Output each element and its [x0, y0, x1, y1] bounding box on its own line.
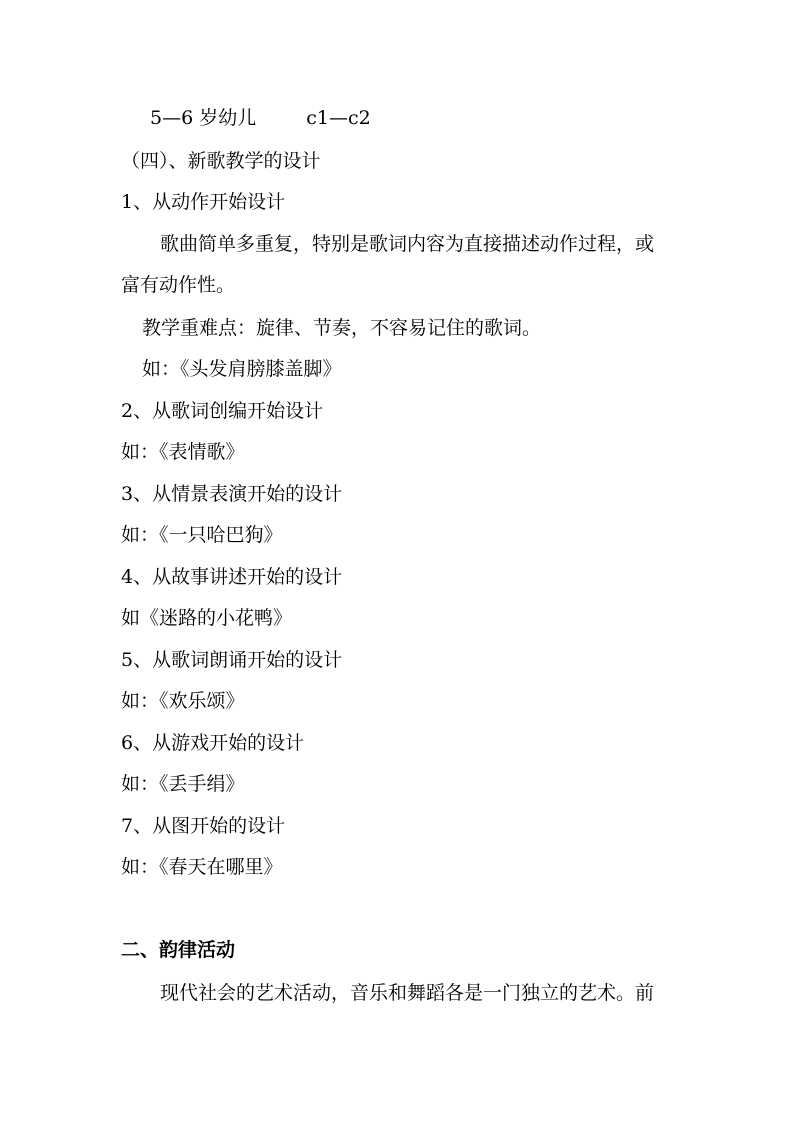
- item-1-title: 1、从动作开始设计: [121, 191, 286, 213]
- item-4-title: 4、从故事讲述开始的设计: [121, 566, 343, 588]
- item-1-paragraph-line2: 富有动作性。: [121, 274, 236, 296]
- item-1-difficulty: 教学重难点：旋律、节奏，不容易记住的歌词。: [142, 317, 542, 339]
- item-3-example: 如：《一只哈巴狗》: [121, 524, 283, 546]
- section-two-heading: 二、韵律活动: [121, 939, 236, 961]
- item-2-example: 如：《表情歌》: [121, 441, 245, 463]
- item-7-title: 7、从图开始的设计: [121, 815, 286, 837]
- item-6-title: 6、从游戏开始的设计: [121, 732, 305, 754]
- section-four-title: （四）、新歌教学的设计: [121, 150, 321, 172]
- item-5-title: 5、从歌词朗诵开始的设计: [121, 649, 343, 671]
- item-1-example: 如：《头发肩膀膝盖脚》: [142, 358, 342, 380]
- section-two-paragraph: 现代社会的艺术活动，音乐和舞蹈各是一门独立的艺术。前: [160, 982, 655, 1004]
- item-6-example: 如：《丢手绢》: [121, 773, 245, 795]
- item-4-example: 如《迷路的小花鸭》: [121, 607, 293, 629]
- item-1-paragraph-line1: 歌曲简单多重复，特别是歌词内容为直接描述动作过程，或: [160, 233, 655, 255]
- item-7-example: 如：《春天在哪里》: [121, 856, 283, 878]
- item-5-example: 如：《欢乐颂》: [121, 690, 245, 712]
- item-2-title: 2、从歌词创编开始设计: [121, 400, 324, 422]
- age-label: 5—6 岁幼儿: [150, 107, 257, 129]
- item-3-title: 3、从情景表演开始的设计: [121, 483, 343, 505]
- age-range: c1—c2: [306, 107, 371, 129]
- age-group-line: [150, 106, 371, 130]
